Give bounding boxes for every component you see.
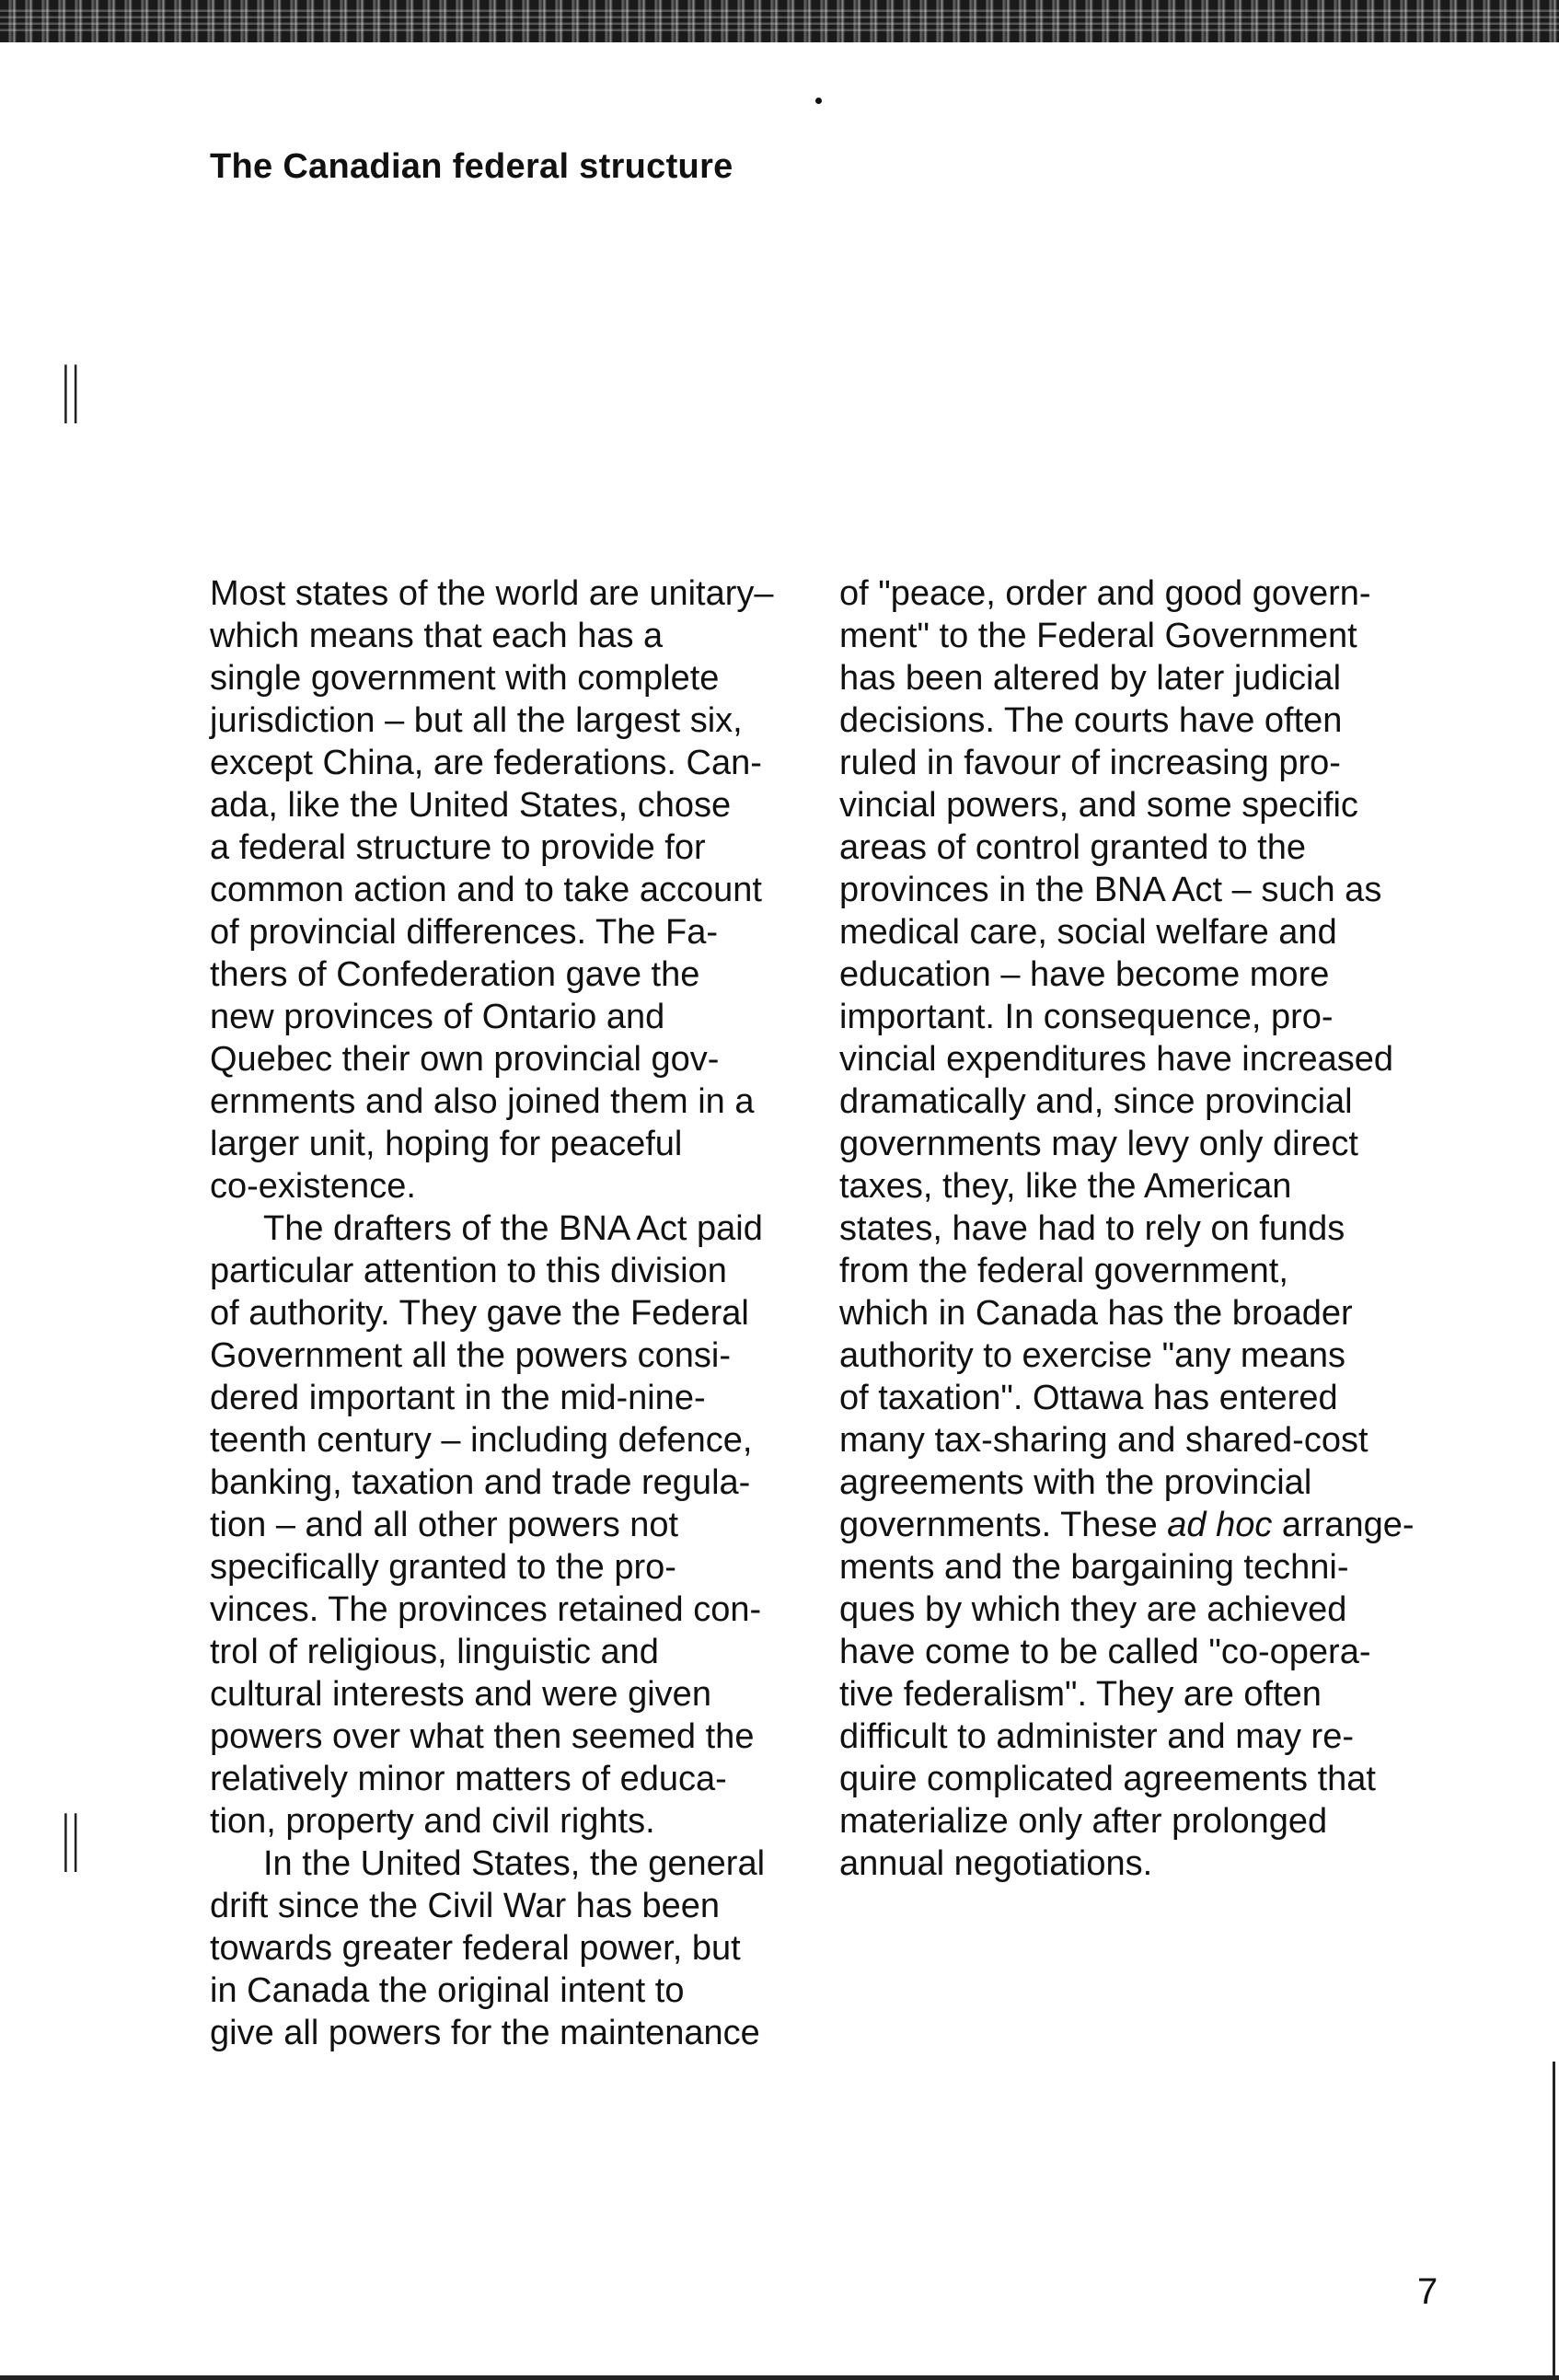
text-line: governments may levy only direct — [839, 1125, 1358, 1163]
text-line: co-existence. — [210, 1167, 416, 1206]
text-line: in Canada the original intent to — [210, 1971, 685, 2010]
text-line: banking, taxation and trade regula- — [210, 1463, 751, 1502]
scan-right-edge — [1553, 2062, 1555, 2380]
text-line: ques by which they are achieved — [839, 1590, 1347, 1629]
text-line: relatively minor matters of educa- — [210, 1760, 727, 1798]
text-line-mixed — [839, 1504, 1447, 1546]
text-line: a federal structure to provide for — [210, 828, 706, 867]
text-line: materialize only after prolonged — [839, 1802, 1328, 1841]
text-line: have come to be called "co-opera- — [839, 1633, 1371, 1671]
text-line: taxes, they, like the American — [839, 1167, 1292, 1206]
text-line: ada, like the United States, chose — [210, 786, 732, 825]
text-line: thers of Confederation gave the — [210, 955, 700, 994]
text-line: Government all the powers consi- — [210, 1336, 732, 1375]
text-line: of "peace, order and good govern- — [839, 574, 1371, 613]
paragraph-start-line: In the United States, the general — [263, 1844, 766, 1883]
text-line: jurisdiction – but all the largest six, — [210, 701, 743, 740]
text-line: of provincial differences. The Fa- — [210, 913, 718, 952]
text-line: ments and the bargaining techni- — [839, 1548, 1349, 1587]
text-line: single government with complete — [210, 659, 720, 698]
margin-mark-bottom: || — [61, 1805, 81, 1873]
text-line: of authority. They gave the Federal — [210, 1294, 749, 1333]
text-line: areas of control granted to the — [839, 828, 1306, 867]
text-line: Quebec their own provincial gov- — [210, 1040, 720, 1079]
scan-bottom-edge — [0, 2375, 1559, 2380]
text-fragment: governments. These — [839, 1506, 1158, 1544]
margin-mark-top: || — [61, 356, 81, 424]
text-line: dramatically and, since provincial — [839, 1082, 1353, 1121]
text-line: particular attention to this division — [210, 1252, 727, 1290]
text-line: ernments and also joined them in a — [210, 1082, 755, 1121]
text-line: tive federalism". They are often — [839, 1675, 1322, 1714]
page-title: The Canadian federal structure — [210, 147, 733, 186]
text-line: ment" to the Federal Government — [839, 617, 1357, 655]
text-line: ruled in favour of increasing pro- — [839, 744, 1341, 782]
text-line: medical care, social welfare and — [839, 913, 1337, 952]
text-line: quire complicated agreements that — [839, 1760, 1376, 1798]
text-line: powers over what then seemed the — [210, 1717, 755, 1756]
speck-mark — [815, 98, 822, 104]
text-fragment: arrange- — [1272, 1506, 1415, 1544]
text-line: which in Canada has the broader — [839, 1294, 1353, 1333]
text-line: cultural interests and were given — [210, 1675, 711, 1714]
text-line: authority to exercise "any means — [839, 1336, 1345, 1375]
text-line: specifically granted to the pro- — [210, 1548, 676, 1587]
text-line: has been altered by later judicial — [839, 659, 1342, 698]
paragraph-start-line: The drafters of the BNA Act paid — [263, 1209, 763, 1248]
text-line: from the federal government, — [839, 1252, 1288, 1290]
text-line: tion, property and civil rights. — [210, 1802, 655, 1841]
left-column — [210, 572, 836, 2054]
text-line: new provinces of Ontario and — [210, 998, 665, 1036]
text-line: Most states of the world are unitary– — [210, 574, 774, 613]
scan-top-border — [0, 0, 1559, 42]
text-line: of taxation". Ottawa has entered — [839, 1379, 1338, 1417]
text-line: important. In consequence, pro- — [839, 998, 1334, 1036]
text-line: vincial expenditures have increased — [839, 1040, 1394, 1079]
text-line: difficult to administer and may re- — [839, 1717, 1354, 1756]
text-line: which means that each has a — [210, 617, 664, 655]
text-line: towards greater federal power, but — [210, 1929, 741, 1968]
text-line: provinces in the BNA Act – such as — [839, 871, 1382, 909]
right-column — [839, 572, 1447, 1885]
text-line: states, have had to rely on funds — [839, 1209, 1345, 1248]
page-number: 7 — [1417, 2271, 1438, 2312]
text-line: trol of religious, linguistic and — [210, 1633, 659, 1671]
text-line: teenth century – including defence, — [210, 1421, 753, 1460]
text-line: larger unit, hoping for peaceful — [210, 1125, 683, 1163]
italic-phrase: ad hoc — [1167, 1506, 1273, 1544]
text-line: many tax-sharing and shared-cost — [839, 1421, 1368, 1460]
text-line: drift since the Civil War has been — [210, 1887, 721, 1925]
text-line: decisions. The courts have often — [839, 701, 1343, 740]
text-line: agreements with the provincial — [839, 1463, 1312, 1502]
text-line: education – have become more — [839, 955, 1330, 994]
text-line: vinces. The provinces retained con- — [210, 1590, 762, 1629]
text-line: vincial powers, and some specific — [839, 786, 1358, 825]
text-line: dered important in the mid-nine- — [210, 1379, 706, 1417]
text-line: annual negotiations. — [839, 1844, 1153, 1883]
text-line: common action and to take account — [210, 871, 762, 909]
text-line: except China, are federations. Can- — [210, 744, 762, 782]
text-line: tion – and all other powers not — [210, 1506, 679, 1544]
text-line: give all powers for the maintenance — [210, 2014, 760, 2052]
